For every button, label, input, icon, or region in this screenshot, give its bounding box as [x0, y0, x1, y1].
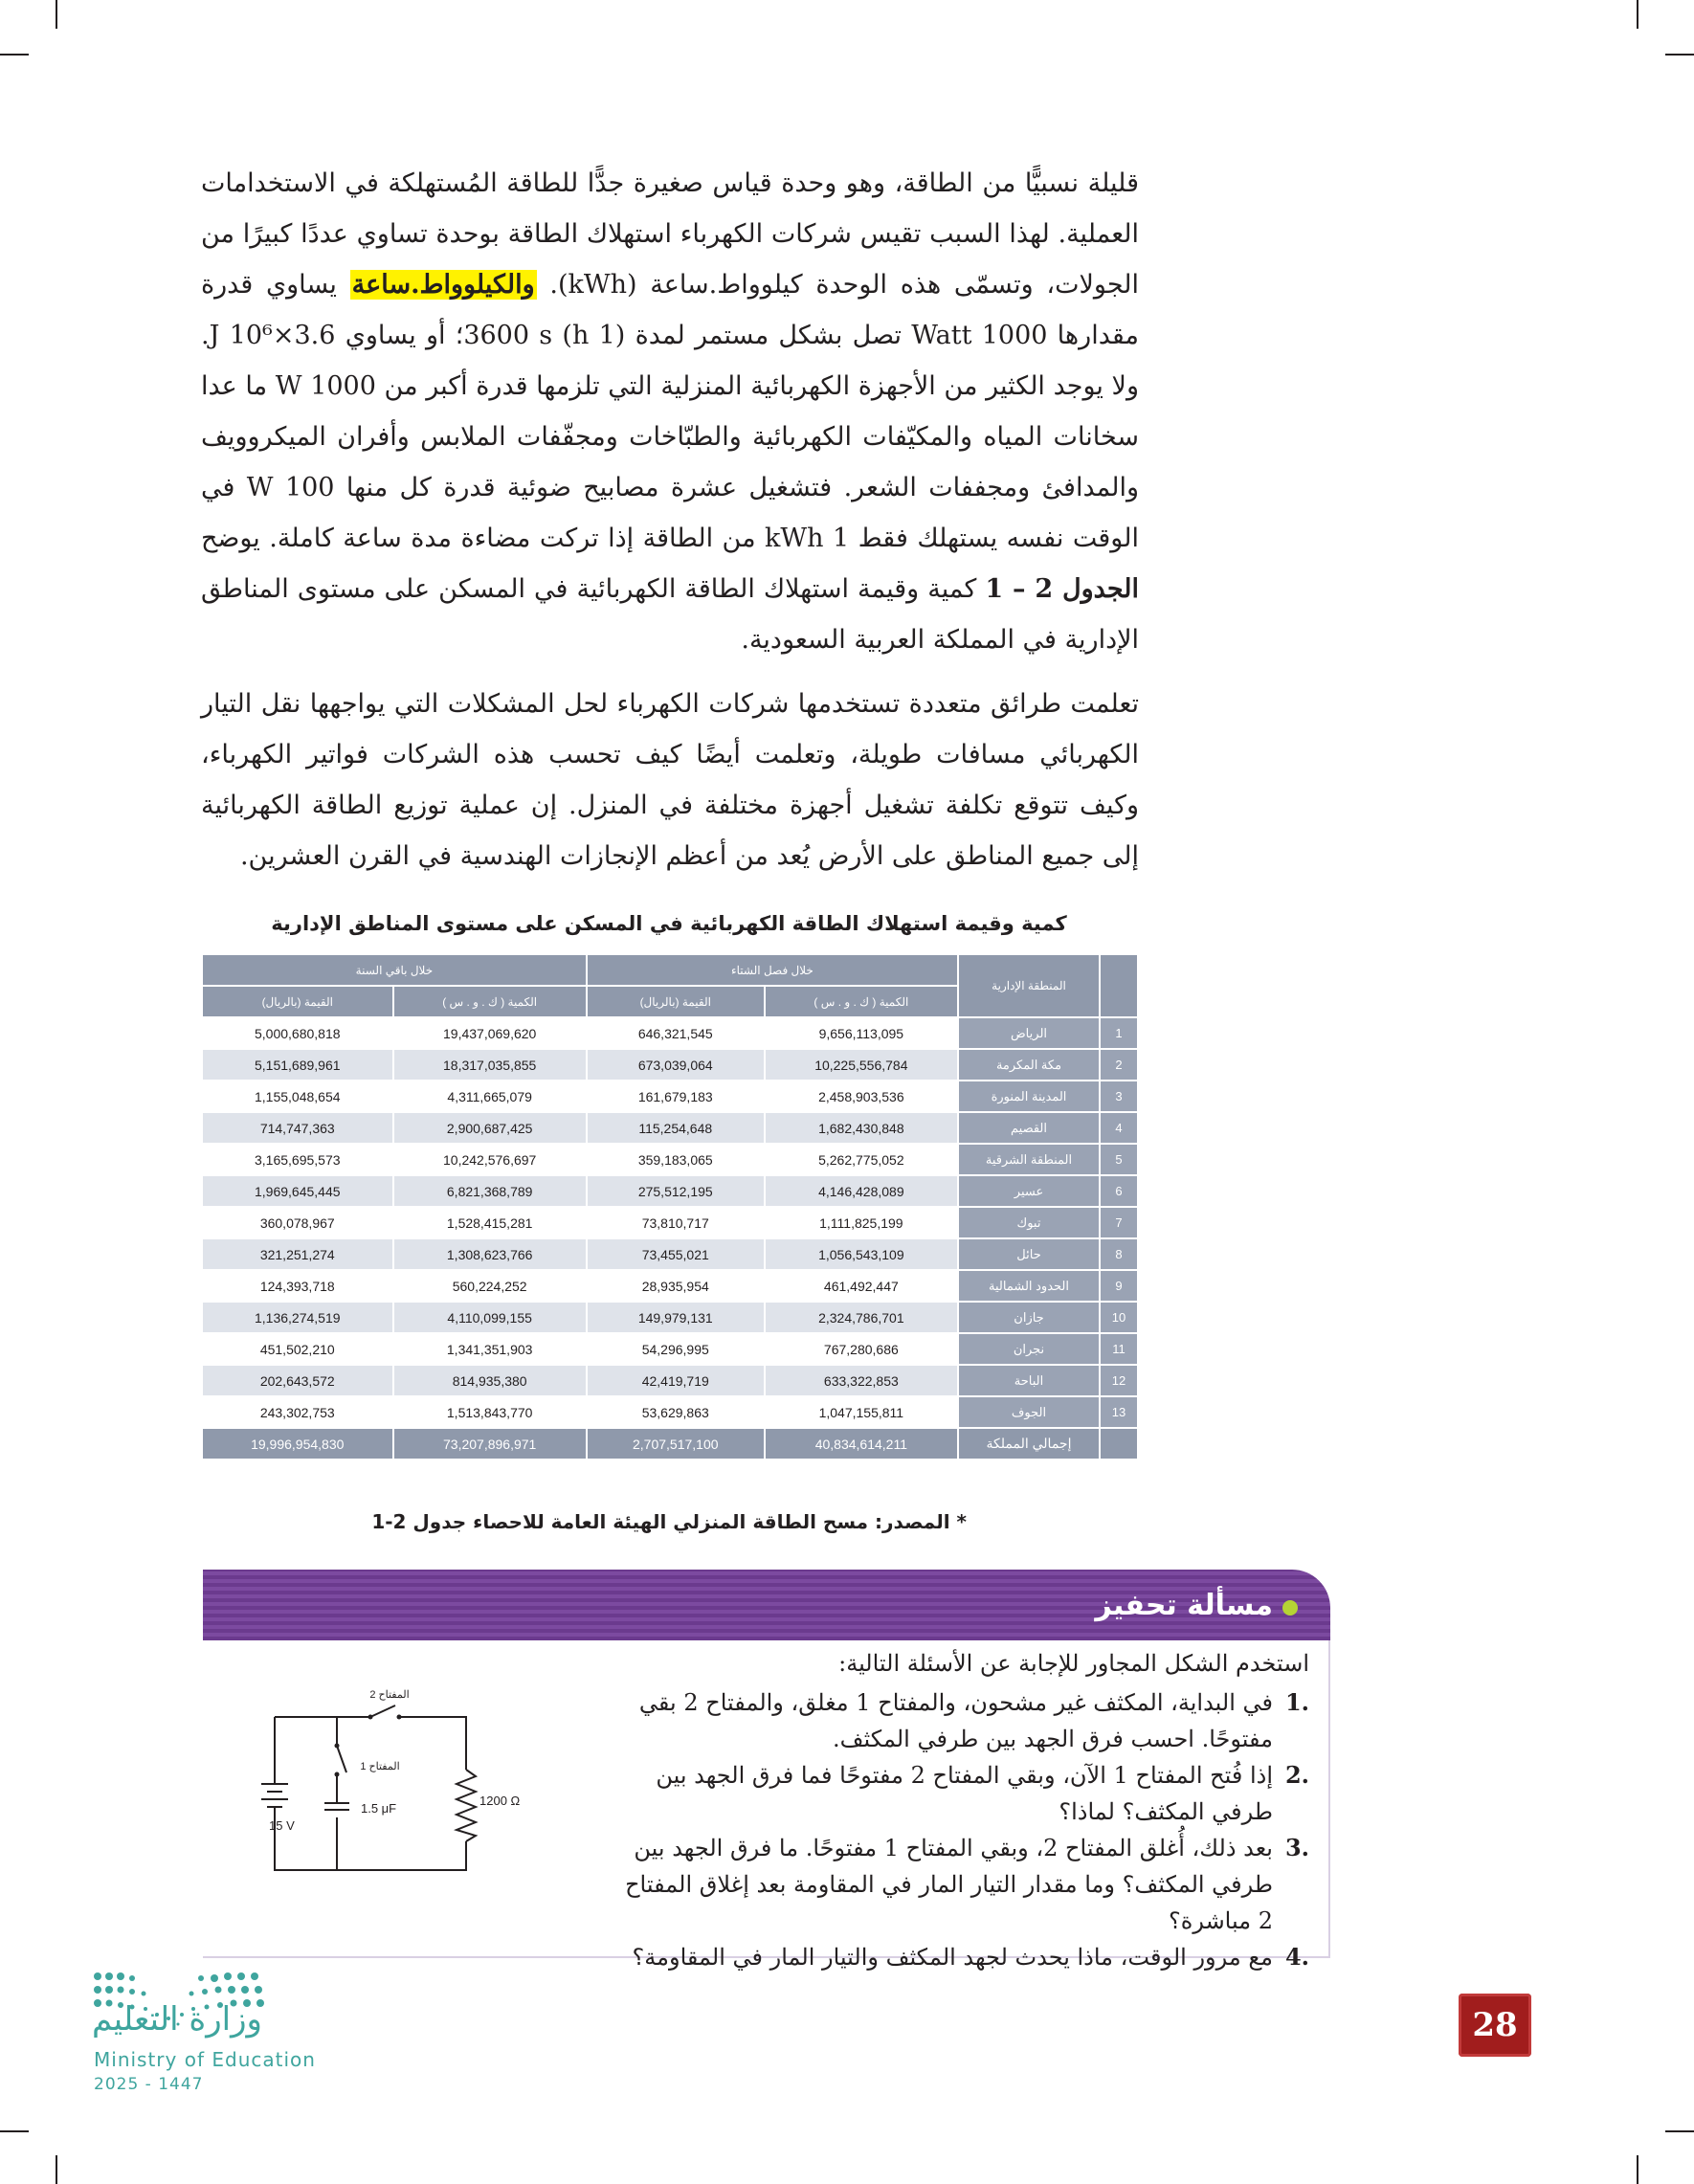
- table-row: [203, 1018, 1137, 1048]
- rest-value-header: القيمة (بالريال): [203, 987, 392, 1016]
- question-text: في البداية، المكثف غير مشحون، والمفتاح 1 مغلق، والمفتاح 2 بقي مفتوحًا. احسب فرق الجهد بين طرفي المكثف.: [638, 1689, 1273, 1752]
- puzzle-title: مسألة تحفيز: [1095, 1589, 1273, 1622]
- crop-mark: [1637, 0, 1638, 29]
- table-row: [203, 1239, 1137, 1269]
- rest-value: 243,302,753: [203, 1397, 392, 1427]
- winter-qty: 5,262,775,052: [766, 1145, 957, 1174]
- winter-value: 149,979,131: [588, 1303, 764, 1332]
- winter-value: 28,935,954: [588, 1271, 764, 1301]
- switch-1-label: المفتاح 1: [360, 1761, 400, 1772]
- switch-1-icon: [337, 1746, 346, 1772]
- circuit-wire: [399, 1717, 466, 1770]
- rest-qty-header: الكمية ( ك . و . س ): [394, 987, 586, 1016]
- ministry-name-arabic: وزارة التعليم: [92, 2000, 262, 2039]
- region-name: القصيم: [959, 1113, 1099, 1143]
- row-index: 13: [1101, 1397, 1137, 1427]
- crop-mark: [1665, 2130, 1694, 2132]
- winter-qty: 1,111,825,199: [766, 1208, 957, 1237]
- rest-value: 714,747,363: [203, 1113, 392, 1143]
- question-number: .2: [1284, 1761, 1309, 1789]
- switch-pivot-icon: [335, 1744, 340, 1749]
- edition-year: 2025 - 1447: [94, 2075, 204, 2094]
- p1-end: كمية وقيمة استهلاك الطاقة الكهربائية في المسكن على مستوى المناطق الإدارية في المملكة العربية السعودية.: [201, 574, 1139, 655]
- winter-value: 54,296,995: [588, 1334, 764, 1364]
- rest-qty: 814,935,380: [394, 1366, 586, 1395]
- region-name: المدينة المنورة: [959, 1081, 1099, 1111]
- table-row: [203, 1271, 1137, 1301]
- ministry-name-english: Ministry of Education: [94, 2048, 316, 2071]
- rest-qty: 6,821,368,789: [394, 1176, 586, 1206]
- capacitor-label: 1.5 μF: [361, 1801, 397, 1816]
- crop-mark: [0, 54, 29, 56]
- winter-qty: 1,682,430,848: [766, 1113, 957, 1143]
- region-name: الحدود الشمالية: [959, 1271, 1099, 1301]
- question-text: بعد ذلك، أُغلق المفتاح 2، وبقي المفتاح 1 مفتوحًا. ما فرق الجهد بين طرفي المكثف؟ وما مقدار التيار المار في المقاومة بعد إغلاق المفتاح 2 مباشرة؟: [625, 1835, 1273, 1934]
- winter-header: خلال فصل الشتاء: [588, 955, 957, 985]
- winter-qty-header: الكمية ( ك . و . س ): [766, 987, 957, 1016]
- table-row: [203, 1208, 1137, 1237]
- question-number: .3: [1284, 1834, 1309, 1861]
- total-label: إجمالي المملكة: [959, 1429, 1099, 1459]
- winter-qty: 1,047,155,811: [766, 1397, 957, 1427]
- winter-value: 359,183,065: [588, 1145, 764, 1174]
- rest-qty: 1,528,415,281: [394, 1208, 586, 1237]
- puzzle-intro: استخدم الشكل المجاور للإجابة عن الأسئلة التالية:: [838, 1650, 1309, 1677]
- question-text: إذا فُتح المفتاح 1 الآن، وبقي المفتاح 2 مفتوحًا فما فرق الجهد بين طرفي المكثف؟ لماذا؟: [656, 1762, 1273, 1825]
- row-index: 7: [1101, 1208, 1137, 1237]
- question-list: [611, 1684, 1309, 1975]
- rest-qty: 4,110,099,155: [394, 1303, 586, 1332]
- table-body: [203, 1018, 1137, 1427]
- winter-qty: 10,225,556,784: [766, 1050, 957, 1080]
- switch-pivot-icon: [335, 1772, 340, 1777]
- switch-pivot-icon: [397, 1715, 402, 1720]
- switch-2-label: المفتاح 2: [369, 1689, 410, 1701]
- winter-qty: 9,656,113,095: [766, 1018, 957, 1048]
- rest-value: 202,643,572: [203, 1366, 392, 1395]
- resistor-icon: [457, 1770, 476, 1841]
- winter-qty: 2,458,903,536: [766, 1081, 957, 1111]
- row-index: 2: [1101, 1050, 1137, 1080]
- rest-of-year-header: خلال باقي السنة: [203, 955, 586, 985]
- crop-mark: [1637, 2155, 1638, 2184]
- question-item: [611, 1939, 1309, 1975]
- region-header: المنطقة الإدارية: [959, 955, 1099, 1016]
- row-index: 9: [1101, 1271, 1137, 1301]
- region-name: حائل: [959, 1239, 1099, 1269]
- energy-table: [201, 953, 1139, 1460]
- winter-qty: 767,280,686: [766, 1334, 957, 1364]
- region-name: المنطقة الشرقية: [959, 1145, 1099, 1174]
- winter-value-header: القيمة (بالريال): [588, 987, 764, 1016]
- row-index: 1: [1101, 1018, 1137, 1048]
- winter-value: 53,629,863: [588, 1397, 764, 1427]
- winter-qty: 2,324,786,701: [766, 1303, 957, 1332]
- resistor-label: 1200 Ω: [479, 1794, 521, 1808]
- table-row: [203, 1397, 1137, 1427]
- winter-qty: 461,492,447: [766, 1271, 957, 1301]
- switch-pivot-icon: [368, 1715, 373, 1720]
- rest-qty: 10,242,576,697: [394, 1145, 586, 1174]
- row-index: 10: [1101, 1303, 1137, 1332]
- bullet-dot-icon: [1282, 1600, 1298, 1616]
- rest-value: 1,136,274,519: [203, 1303, 392, 1332]
- rest-qty: 4,311,665,079: [394, 1081, 586, 1111]
- winter-value: 42,419,719: [588, 1366, 764, 1395]
- total-rest-qty: 73,207,896,971: [394, 1429, 586, 1459]
- table-row: [203, 1145, 1137, 1174]
- region-name: عسير: [959, 1176, 1099, 1206]
- winter-qty: 1,056,543,109: [766, 1239, 957, 1269]
- region-name: الجوف: [959, 1397, 1099, 1427]
- total-row: [203, 1429, 1137, 1459]
- puzzle-header: [203, 1570, 1330, 1640]
- rest-qty: 2,900,687,425: [394, 1113, 586, 1143]
- crop-mark: [0, 2130, 29, 2132]
- winter-value: 73,455,021: [588, 1239, 764, 1269]
- paragraph-2: تعلمت طرائق متعددة تستخدمها شركات الكهرباء لحل المشكلات التي يواجهها نقل التيار الكهربائي مسافات طويلة، وتعلمت أيضًا كيف تحسب هذه الشركات فواتير الكهرباء، وكيف تتوقع تكلفة تشغيل أجهزة مختلفة في المنزل. إن عملية توزيع الطاقة الكهربائية إلى جميع المناطق على الأرض يُعد من أعظم الإنجازات الهندسية في القرن العشرين.: [201, 689, 1139, 871]
- source-note: * المصدر: مسح الطاقة المنزلي الهيئة العامة للاحصاء جدول 2-1: [371, 1510, 967, 1533]
- question-item: [611, 1830, 1309, 1939]
- question-item: [611, 1757, 1309, 1830]
- rest-qty: 1,341,351,903: [394, 1334, 586, 1364]
- table-row: [203, 1081, 1137, 1111]
- rest-value: 124,393,718: [203, 1271, 392, 1301]
- p1-after: يساوي قدرة مقدارها 1000 Watt تصل بشكل مستمر لمدة (1 h) 3600 s؛ أو يساوي 3.6×10⁶ J. ولا يوجد الكثير من الأجهزة الكهربائية المنزلية التي تلزمها قدرة أكبر من 1000 W ما عدا سخانات المياه والمكيّفات الكهربائية والطبّاخات ومجفّفات الملابس وأفران الميكروويف والمدافئ ومجففات الشعر. فتشغيل عشرة مصابيح ضوئية قدرة كل منها 100 W في الوقت نفسه يستهلك فقط 1 kWh من الطاقة إذا تركت مضاءة مدة ساعة كاملة. يوضح: [201, 270, 1139, 553]
- row-index: 3: [1101, 1081, 1137, 1111]
- crop-mark: [56, 2155, 57, 2184]
- switch-2-icon: [370, 1705, 395, 1717]
- index-header: [1101, 955, 1137, 1016]
- winter-value: 673,039,064: [588, 1050, 764, 1080]
- row-index: 4: [1101, 1113, 1137, 1143]
- winter-value: 73,810,717: [588, 1208, 764, 1237]
- winter-value: 646,321,545: [588, 1018, 764, 1048]
- total-index: [1101, 1429, 1137, 1459]
- rest-value: 3,165,695,573: [203, 1145, 392, 1174]
- circuit-diagram: [246, 1679, 571, 1889]
- crop-mark: [1665, 54, 1694, 56]
- region-name: نجران: [959, 1334, 1099, 1364]
- region-name: الرياض: [959, 1018, 1099, 1048]
- region-name: الباحة: [959, 1366, 1099, 1395]
- region-name: مكة المكرمة: [959, 1050, 1099, 1080]
- p1-before: قليلة نسبيًّا من الطاقة، وهو وحدة قياس صغيرة جدًّا للطاقة المُستهلكة في الاستخدامات العملية. لهذا السبب تقيس شركات الكهرباء استهلاك الطاقة بوحدة تساوي عددًا كبيرًا من الجولات، وتسمّى هذه الوحدة كيلوواط.ساعة (kWh).: [201, 168, 1139, 300]
- row-index: 12: [1101, 1366, 1137, 1395]
- rest-value: 360,078,967: [203, 1208, 392, 1237]
- table-row: [203, 1113, 1137, 1143]
- puzzle-body: [203, 1640, 1330, 1971]
- row-index: 8: [1101, 1239, 1137, 1269]
- table-row: [203, 1366, 1137, 1395]
- row-index: 11: [1101, 1334, 1137, 1364]
- puzzle-box: [203, 1570, 1330, 1971]
- rest-value: 321,251,274: [203, 1239, 392, 1269]
- table-row: [203, 1334, 1137, 1364]
- question-number: .4: [1284, 1943, 1309, 1971]
- question-number: .1: [1284, 1688, 1309, 1716]
- highlighted-term: والكيلوواط.ساعة: [351, 270, 535, 300]
- winter-value: 161,679,183: [588, 1081, 764, 1111]
- rest-value: 1,155,048,654: [203, 1081, 392, 1111]
- table-row: [203, 1050, 1137, 1080]
- paragraph-1: [201, 158, 1139, 665]
- row-index: 5: [1101, 1145, 1137, 1174]
- question-item: [611, 1684, 1309, 1757]
- page-number: 28: [1459, 1994, 1531, 2057]
- rest-value: 5,151,689,961: [203, 1050, 392, 1080]
- winter-value: 115,254,648: [588, 1113, 764, 1143]
- crop-mark: [56, 0, 57, 29]
- table-reference: الجدول 2 – 1: [985, 574, 1139, 604]
- total-rest-value: 19,996,954,830: [203, 1429, 392, 1459]
- question-text: مع مرور الوقت، ماذا يحدث لجهد المكثف والتيار المار في المقاومة؟: [632, 1944, 1273, 1971]
- rest-qty: 1,308,623,766: [394, 1239, 586, 1269]
- battery-label: 15 V: [269, 1818, 295, 1833]
- rest-value: 451,502,210: [203, 1334, 392, 1364]
- region-name: جازان: [959, 1303, 1099, 1332]
- rest-qty: 560,224,252: [394, 1271, 586, 1301]
- winter-qty: 4,146,428,089: [766, 1176, 957, 1206]
- region-name: تبوك: [959, 1208, 1099, 1237]
- table-row: [203, 1303, 1137, 1332]
- winter-value: 275,512,195: [588, 1176, 764, 1206]
- row-index: 6: [1101, 1176, 1137, 1206]
- winter-qty: 633,322,853: [766, 1366, 957, 1395]
- table-title: كمية وقيمة استهلاك الطاقة الكهربائية في المسكن على مستوى المناطق الإدارية: [271, 912, 1067, 935]
- body-text: [201, 158, 1139, 895]
- rest-qty: 19,437,069,620: [394, 1018, 586, 1048]
- circuit-wire: [275, 1813, 466, 1870]
- rest-value: 5,000,680,818: [203, 1018, 392, 1048]
- total-winter-qty: 40,834,614,211: [766, 1429, 957, 1459]
- total-winter-value: 2,707,517,100: [588, 1429, 764, 1459]
- table-row: [203, 1176, 1137, 1206]
- rest-qty: 18,317,035,855: [394, 1050, 586, 1080]
- rest-value: 1,969,645,445: [203, 1176, 392, 1206]
- rest-qty: 1,513,843,770: [394, 1397, 586, 1427]
